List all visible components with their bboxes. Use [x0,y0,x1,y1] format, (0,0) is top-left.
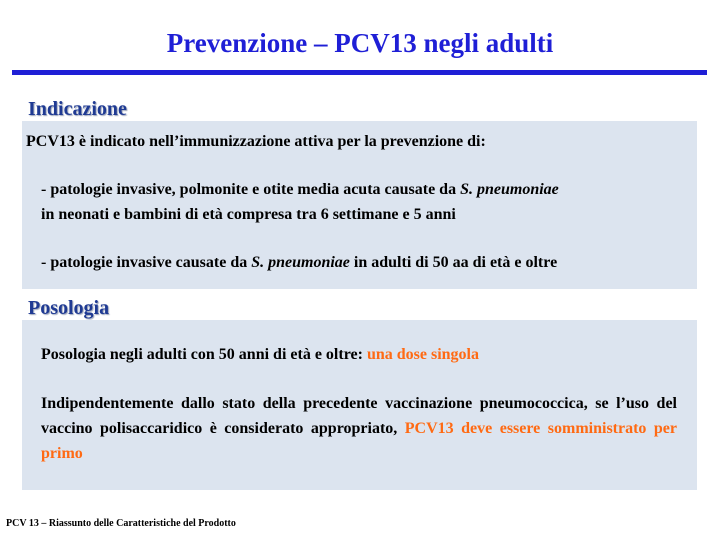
indicazione-item-1-cont: in neonati e bambini di età compresa tra 6 settimane e 5 anni [41,206,456,223]
indicazione-item-2-text: - patologie invasive causate da [41,254,252,271]
posologia-dose-label: Posologia negli adulti con 50 anni di età e oltre: [41,346,367,363]
indicazione-item-1-text: - patologie invasive, polmonite e otite media acuta causate da [41,181,461,198]
posologia-paragraph [41,391,677,466]
indicazione-item-1 [41,181,559,199]
indicazione-box [22,121,697,289]
posologia-dose-value: una dose singola [366,346,479,363]
indicazione-intro: PCV13 è indicato nell’immunizzazione attiva per la prevenzione di: [26,133,486,150]
posologia-box [22,320,697,490]
posologia-paragraph-text: Indipendentemente dallo stato della precedente vaccinazione pneumococcica, se l’uso del vaccino polisaccaridico è considerato appropriato, [41,395,677,437]
indicazione-item-2-species: S. pneumoniae [251,254,350,271]
indicazione-heading: Indicazione [28,98,127,120]
indicazione-item-1-species: S. pneumoniae [460,181,559,198]
indicazione-item-2 [41,254,557,272]
footer-source: PCV 13 – Riassunto delle Caratteristiche del Prodotto [6,518,236,529]
page-title: Prevenzione – PCV13 negli adulti [166,28,554,58]
posologia-dose-line [41,346,479,364]
posologia-heading: Posologia [28,297,110,319]
posologia-paragraph-highlight: PCV13 deve essere somministrato per primo [41,420,678,462]
title-divider [12,70,707,75]
indicazione-item-2-tail: in adulti di 50 aa di età e oltre [349,254,558,271]
